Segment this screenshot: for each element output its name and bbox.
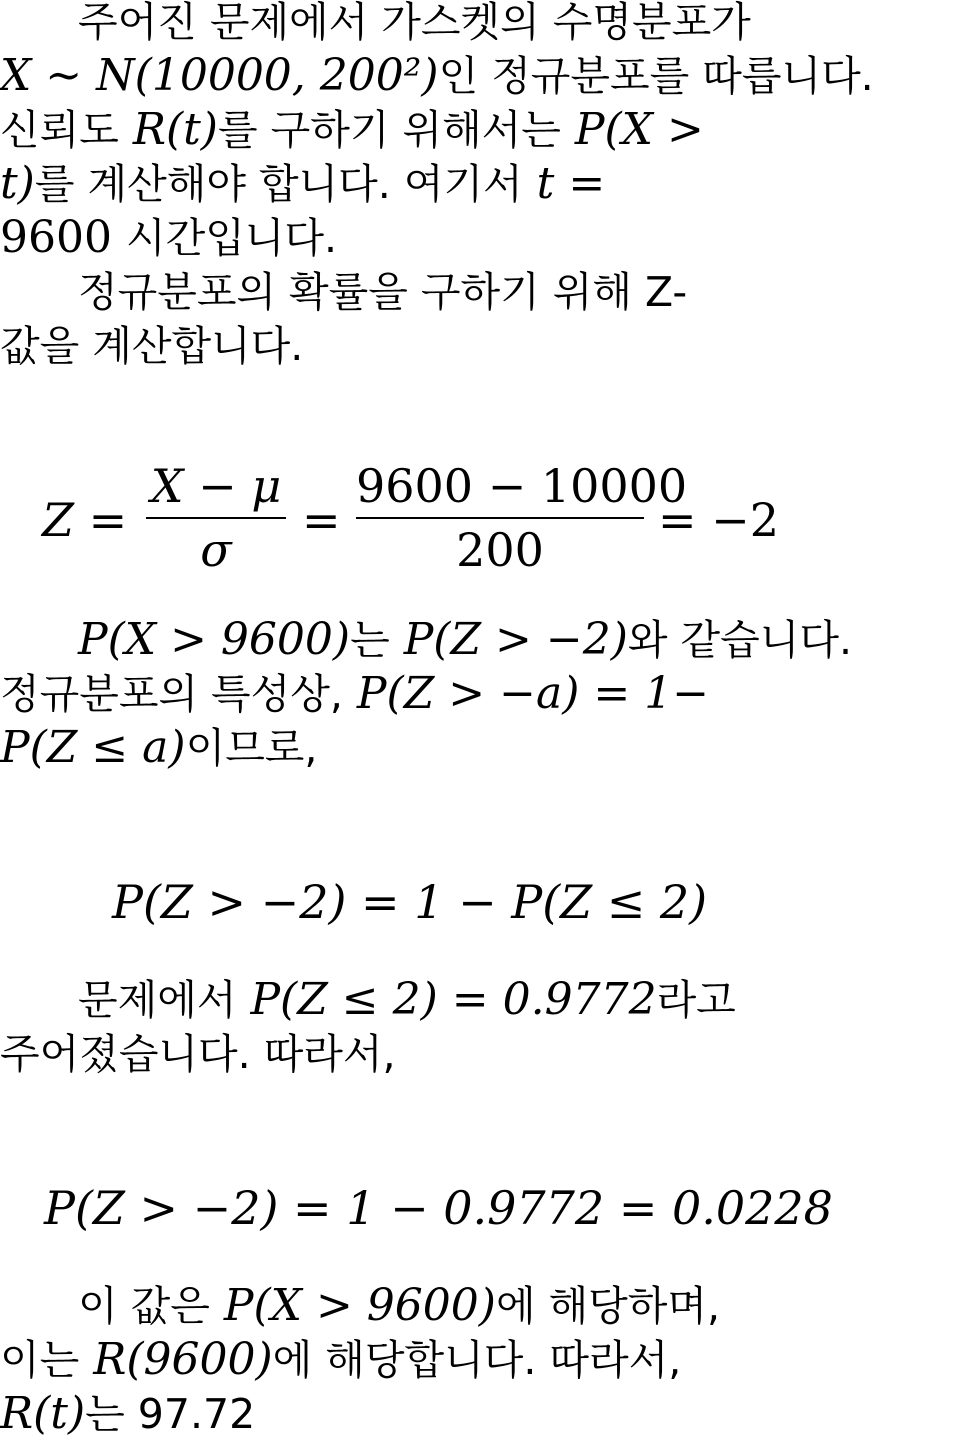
fraction1-denominator: σ	[200, 523, 232, 577]
para5-line1	[78, 1278, 720, 1334]
equation1-equals: =	[302, 493, 341, 547]
fraction2-bar	[356, 517, 644, 519]
equation1-fraction1	[146, 458, 286, 578]
para5-line2-text2: 에 해당합니다. 따라서,	[272, 1336, 682, 1384]
para1-line2-text: 인 정규분포를 따릅니다.	[438, 52, 874, 100]
para1-line1-text: 주어진 문제에서 가스켓의 수명분포가	[78, 0, 751, 46]
para5-line2	[0, 1332, 681, 1388]
fraction1-numerator: X − μ	[150, 459, 282, 513]
para3-line3-text: 이므로,	[185, 724, 318, 772]
fraction1-bar	[146, 517, 286, 519]
prob-z-gt-neg2: P(Z > −2)	[403, 614, 628, 665]
equation1-fraction2	[356, 458, 688, 578]
reliability-expression: R(t)	[132, 104, 218, 155]
symmetry-expression: P(Z > −a) = 1−	[356, 668, 710, 719]
para4-line2	[0, 1026, 396, 1082]
probability-expression-start: P(X >	[574, 104, 704, 155]
para1-line4-text: 를 계산해야 합니다. 여기서	[34, 160, 523, 208]
para2-line2-text: 값을 계산합니다.	[0, 322, 304, 370]
para3-line2-text: 정규분포의 특성상,	[0, 670, 343, 718]
para4-line2-text: 주어졌습니다. 따라서,	[0, 1030, 396, 1078]
para1-line3-text: 신뢰도	[0, 106, 119, 154]
para2-line2	[0, 318, 303, 374]
para1-line5	[0, 210, 337, 266]
para1-line5-text: 시간입니다.	[125, 214, 338, 262]
para3-line2	[0, 666, 709, 722]
para5-line3	[0, 1386, 255, 1442]
distribution-expression: X ∼ N(10000, 200²)	[0, 50, 439, 101]
para3-line1-text2: 와 같습니다.	[627, 616, 853, 664]
para1-line1	[78, 0, 751, 50]
para3-line1-text: 는	[350, 616, 390, 664]
para5-line2-text: 이는	[0, 1336, 80, 1384]
para1-line2	[0, 48, 874, 104]
equation2: P(Z > −2) = 1 − P(Z ≤ 2)	[112, 875, 708, 929]
para1-line3-text2: 를 구하기 위해서는	[217, 106, 561, 154]
prob-z-le-a: P(Z ≤ a)	[0, 722, 186, 773]
para5-line1-text2: 에 해당하며,	[495, 1282, 721, 1330]
t-definition: t =	[536, 158, 606, 209]
prob-x-gt-9600-2: P(X > 9600)	[223, 1280, 496, 1331]
para4-line1-text: 문제에서	[78, 976, 237, 1024]
given-probability: P(Z ≤ 2) = 0.9772	[250, 974, 657, 1025]
para4-line1	[78, 972, 736, 1028]
fraction2-numerator: 9600 − 10000	[356, 459, 688, 513]
equation1-rhs: = −2	[658, 493, 779, 547]
t-value: 9600	[0, 212, 112, 263]
para2-line1	[78, 264, 687, 320]
para3-line3	[0, 720, 317, 776]
reliability-t: R(t)	[0, 1388, 86, 1439]
para3-line1	[78, 612, 852, 668]
fraction2-denominator: 200	[456, 523, 544, 577]
probability-expression-end: t)	[0, 158, 35, 209]
reliability-9600: R(9600)	[93, 1334, 273, 1385]
para5-line1-text: 이 값은	[78, 1282, 210, 1330]
para1-line4	[0, 156, 605, 212]
equation1-lhs: Z =	[42, 493, 128, 547]
para1-line3	[0, 102, 704, 158]
prob-x-gt-9600: P(X > 9600)	[78, 614, 351, 665]
para4-line1-text2: 라고	[656, 976, 736, 1024]
para2-line1-text: 정규분포의 확률을 구하기 위해 Z-	[78, 268, 688, 316]
final-answer-text: 는 97.72	[85, 1390, 256, 1438]
equation3: P(Z > −2) = 1 − 0.9772 = 0.0228	[44, 1181, 833, 1235]
